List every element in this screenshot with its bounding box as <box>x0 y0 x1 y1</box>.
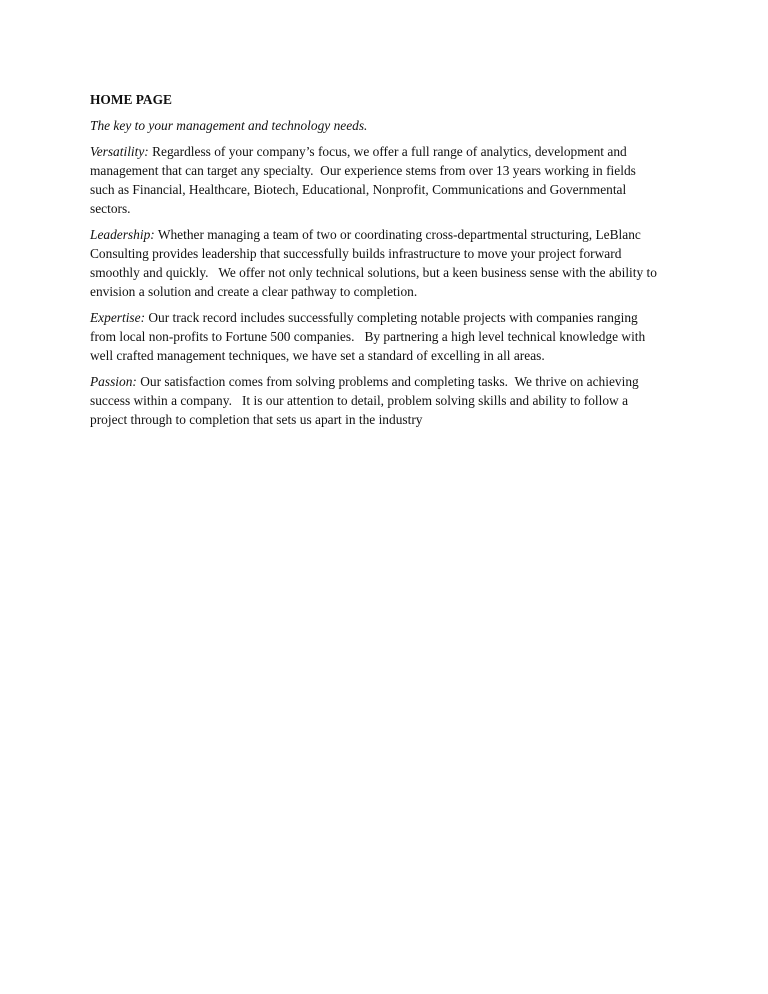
paragraph-line <box>90 308 686 327</box>
section-leadership <box>90 225 686 301</box>
section-label: Leadership: <box>90 227 155 242</box>
paragraph-line: sectors. <box>90 201 131 216</box>
paragraph-text: Regardless of your company’s focus, we offer a full range of analytics, development and <box>148 144 627 159</box>
document-body <box>90 90 686 436</box>
section-passion <box>90 372 686 429</box>
section-label: Passion: <box>90 374 137 389</box>
paragraph-line <box>90 142 686 161</box>
paragraph-line <box>90 372 686 391</box>
paragraph-line: envision a solution and create a clear pathway to completion. <box>90 284 418 299</box>
paragraph-line: Consulting provides leadership that successfully builds infrastructure to move your project forward <box>90 246 622 261</box>
paragraph-line: such as Financial, Healthcare, Biotech, Educational, Nonprofit, Communications and Governmental <box>90 182 627 197</box>
paragraph-line: well crafted management techniques, we have set a standard of excelling in all areas. <box>90 348 545 363</box>
paragraph-line: success within a company. It is our attention to detail, problem solving skills and ability to follow a <box>90 393 629 408</box>
paragraph-line <box>90 225 686 244</box>
paragraph-line: project through to completion that sets us apart in the industry <box>90 412 423 427</box>
section-expertise <box>90 308 686 365</box>
paragraph-line: management that can target any specialty. Our experience stems from over 13 years working in fields <box>90 163 636 178</box>
paragraph-text: Our track record includes successfully completing notable projects with companies ranging <box>145 310 638 325</box>
paragraph-line: smoothly and quickly. We offer not only technical solutions, but a keen business sense with the ability to <box>90 265 657 280</box>
paragraph-line: from local non-profits to Fortune 500 companies. By partnering a high level technical knowledge with <box>90 329 646 344</box>
section-versatility <box>90 142 686 218</box>
paragraph-text: Our satisfaction comes from solving problems and completing tasks. We thrive on achieving <box>136 374 639 389</box>
section-label: Expertise: <box>90 310 146 325</box>
page-heading: HOME PAGE <box>90 92 172 107</box>
section-label: Versatility: <box>90 144 149 159</box>
tagline: The key to your management and technology needs. <box>90 118 368 133</box>
paragraph-text: Whether managing a team of two or coordinating cross-departmental structuring, LeBlanc <box>154 227 641 242</box>
